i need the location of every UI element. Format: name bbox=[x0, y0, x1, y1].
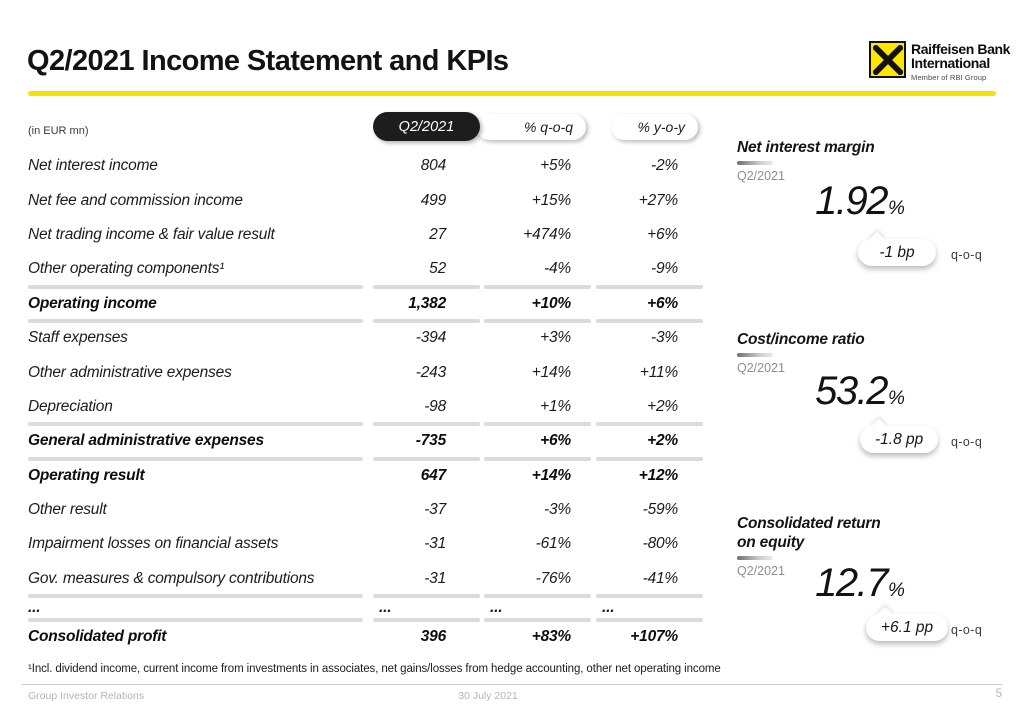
kpi-period: Q2/2021 bbox=[737, 564, 785, 578]
cell-q2-2021: -243 bbox=[415, 363, 446, 381]
cell-qoq: ... bbox=[490, 599, 503, 617]
cell-yoy: -41% bbox=[642, 569, 678, 587]
row-label: Consolidated profit bbox=[28, 628, 167, 646]
cell-yoy: +6% bbox=[647, 225, 678, 243]
footnote: ¹Incl. dividend income, current income from investments in associates, net gains/losses from hedge accounting, other net operating income bbox=[28, 663, 721, 675]
page-title: Q2/2021 Income Statement and KPIs bbox=[27, 45, 509, 77]
cell-q2-2021: -98 bbox=[424, 397, 446, 415]
table-row bbox=[28, 562, 703, 596]
logo-line3: Member of RBI Group bbox=[911, 73, 987, 82]
cell-q2-2021: -394 bbox=[415, 329, 446, 347]
kpi-title-underline bbox=[737, 161, 773, 165]
cell-yoy: +12% bbox=[638, 466, 678, 484]
cell-q2-2021: 52 bbox=[429, 260, 446, 278]
column-header-q2-2021: Q2/2021 bbox=[373, 112, 480, 141]
cell-qoq: +10% bbox=[531, 294, 571, 312]
kpi-value bbox=[735, 370, 985, 420]
cell-yoy: +11% bbox=[639, 363, 678, 381]
kpi-title-underline bbox=[737, 556, 773, 560]
table-row bbox=[28, 527, 703, 561]
cell-yoy: +2% bbox=[647, 432, 678, 450]
cell-yoy: ... bbox=[602, 599, 615, 617]
cell-qoq: +83% bbox=[531, 628, 571, 646]
kpi-title: Consolidated return on equity bbox=[737, 515, 881, 551]
row-label: Net fee and commission income bbox=[28, 191, 243, 209]
cell-qoq: -3% bbox=[544, 501, 571, 519]
table-row bbox=[28, 493, 703, 527]
kpi-consolidated-return-on-equity bbox=[720, 514, 1024, 637]
table-row bbox=[28, 149, 703, 183]
kpi-title-underline bbox=[737, 353, 773, 357]
delta-bubble bbox=[860, 426, 938, 453]
kpi-value-unit: % bbox=[887, 198, 905, 219]
footer-date: 30 July 2021 bbox=[458, 690, 518, 702]
column-header-qoq: % q-o-q bbox=[476, 114, 586, 140]
cell-yoy: -80% bbox=[642, 535, 678, 553]
row-label: General administrative expenses bbox=[28, 432, 264, 450]
cell-qoq: -76% bbox=[535, 569, 571, 587]
cell-yoy: -59% bbox=[642, 501, 678, 519]
logo-line1: Raiffeisen Bank bbox=[911, 41, 1011, 57]
cell-q2-2021: 1,382 bbox=[408, 294, 446, 312]
row-label: Other administrative expenses bbox=[28, 363, 232, 381]
logo-line2: International bbox=[911, 55, 990, 71]
row-label: Net interest income bbox=[28, 157, 158, 175]
cell-qoq: -4% bbox=[544, 260, 571, 278]
table-row bbox=[28, 355, 703, 389]
table-row bbox=[28, 620, 703, 654]
delta-bubble bbox=[866, 614, 948, 641]
cell-yoy: -9% bbox=[651, 260, 678, 278]
delta-value: -1 bp bbox=[879, 243, 915, 261]
cell-q2-2021: 499 bbox=[420, 191, 446, 209]
kpi-delta-row bbox=[720, 233, 1024, 273]
cell-qoq: +474% bbox=[523, 225, 571, 243]
table-row bbox=[28, 459, 703, 493]
cell-q2-2021: -31 bbox=[424, 569, 446, 587]
page-number: 5 bbox=[995, 688, 1002, 700]
cell-qoq: +14% bbox=[531, 363, 571, 381]
cell-q2-2021: 27 bbox=[429, 225, 446, 243]
delta-bubble bbox=[858, 239, 936, 266]
cell-yoy: +6% bbox=[647, 294, 678, 312]
cell-yoy: +27% bbox=[638, 191, 678, 209]
row-label: Staff expenses bbox=[28, 329, 128, 347]
cell-yoy: -2% bbox=[651, 157, 678, 175]
row-label: Gov. measures & compulsory contributions bbox=[28, 569, 315, 587]
cell-q2-2021: 647 bbox=[420, 466, 446, 484]
table-row bbox=[28, 390, 703, 424]
cell-yoy: +2% bbox=[647, 397, 678, 415]
row-label: ... bbox=[28, 599, 41, 617]
table-row bbox=[28, 218, 703, 252]
table-row bbox=[28, 321, 703, 355]
delta-basis-label: q-o-q bbox=[951, 623, 983, 637]
cell-qoq: +14% bbox=[531, 466, 571, 484]
kpi-title: Net interest margin bbox=[737, 139, 875, 156]
kpi-title: Cost/income ratio bbox=[737, 331, 865, 348]
cell-qoq: -61% bbox=[535, 535, 571, 553]
cell-qoq: +1% bbox=[540, 397, 571, 415]
unit-label: (in EUR mn) bbox=[28, 125, 89, 137]
cell-q2-2021: -31 bbox=[424, 535, 446, 553]
delta-basis-label: q-o-q bbox=[951, 248, 983, 262]
table-row bbox=[28, 596, 703, 620]
cell-qoq: +6% bbox=[540, 432, 571, 450]
row-label: Depreciation bbox=[28, 397, 113, 415]
delta-basis-label: q-o-q bbox=[951, 435, 983, 449]
kpi-period: Q2/2021 bbox=[737, 169, 785, 183]
cell-q2-2021: ... bbox=[379, 599, 392, 617]
cell-q2-2021: 804 bbox=[420, 157, 446, 175]
kpi-value bbox=[735, 562, 985, 612]
row-label: Net trading income & fair value result bbox=[28, 225, 275, 243]
footer-left: Group Investor Relations bbox=[28, 690, 145, 702]
delta-value: +6.1 pp bbox=[881, 618, 934, 636]
cell-qoq: +3% bbox=[540, 329, 571, 347]
kpi-value-unit: % bbox=[887, 388, 905, 409]
kpi-delta-row bbox=[720, 608, 1024, 648]
kpi-net-interest-margin bbox=[720, 138, 1024, 262]
cell-q2-2021: 396 bbox=[420, 628, 446, 646]
row-label: Impairment losses on financial assets bbox=[28, 535, 279, 553]
row-label: Operating result bbox=[28, 466, 145, 484]
kpi-period: Q2/2021 bbox=[737, 361, 785, 375]
table-row bbox=[28, 183, 703, 217]
table-rows bbox=[28, 149, 703, 654]
kpi-value-unit: % bbox=[887, 580, 905, 601]
cell-yoy: -3% bbox=[651, 329, 678, 347]
kpi-value-number: 53.2 bbox=[815, 369, 887, 413]
kpi-panel bbox=[720, 0, 1024, 724]
row-label: Other operating components¹ bbox=[28, 260, 225, 278]
table-row bbox=[28, 424, 703, 458]
cell-qoq: +5% bbox=[540, 157, 571, 175]
row-label: Other result bbox=[28, 501, 107, 519]
kpi-value-number: 12.7 bbox=[815, 561, 887, 605]
table-row bbox=[28, 252, 703, 286]
column-header-yoy: % y-o-y bbox=[611, 114, 698, 140]
row-label: Operating income bbox=[28, 294, 157, 312]
kpi-delta-row bbox=[720, 420, 1024, 460]
cell-q2-2021: -37 bbox=[424, 501, 446, 519]
cell-qoq: +15% bbox=[531, 191, 571, 209]
footer-divider bbox=[22, 684, 1002, 685]
cell-yoy: +107% bbox=[630, 628, 678, 646]
delta-value: -1.8 pp bbox=[875, 430, 924, 448]
cell-q2-2021: -735 bbox=[415, 432, 446, 450]
kpi-value-number: 1.92 bbox=[815, 179, 887, 223]
kpi-value bbox=[735, 180, 985, 230]
table-row bbox=[28, 287, 703, 321]
kpi-cost-income-ratio bbox=[720, 330, 1024, 449]
